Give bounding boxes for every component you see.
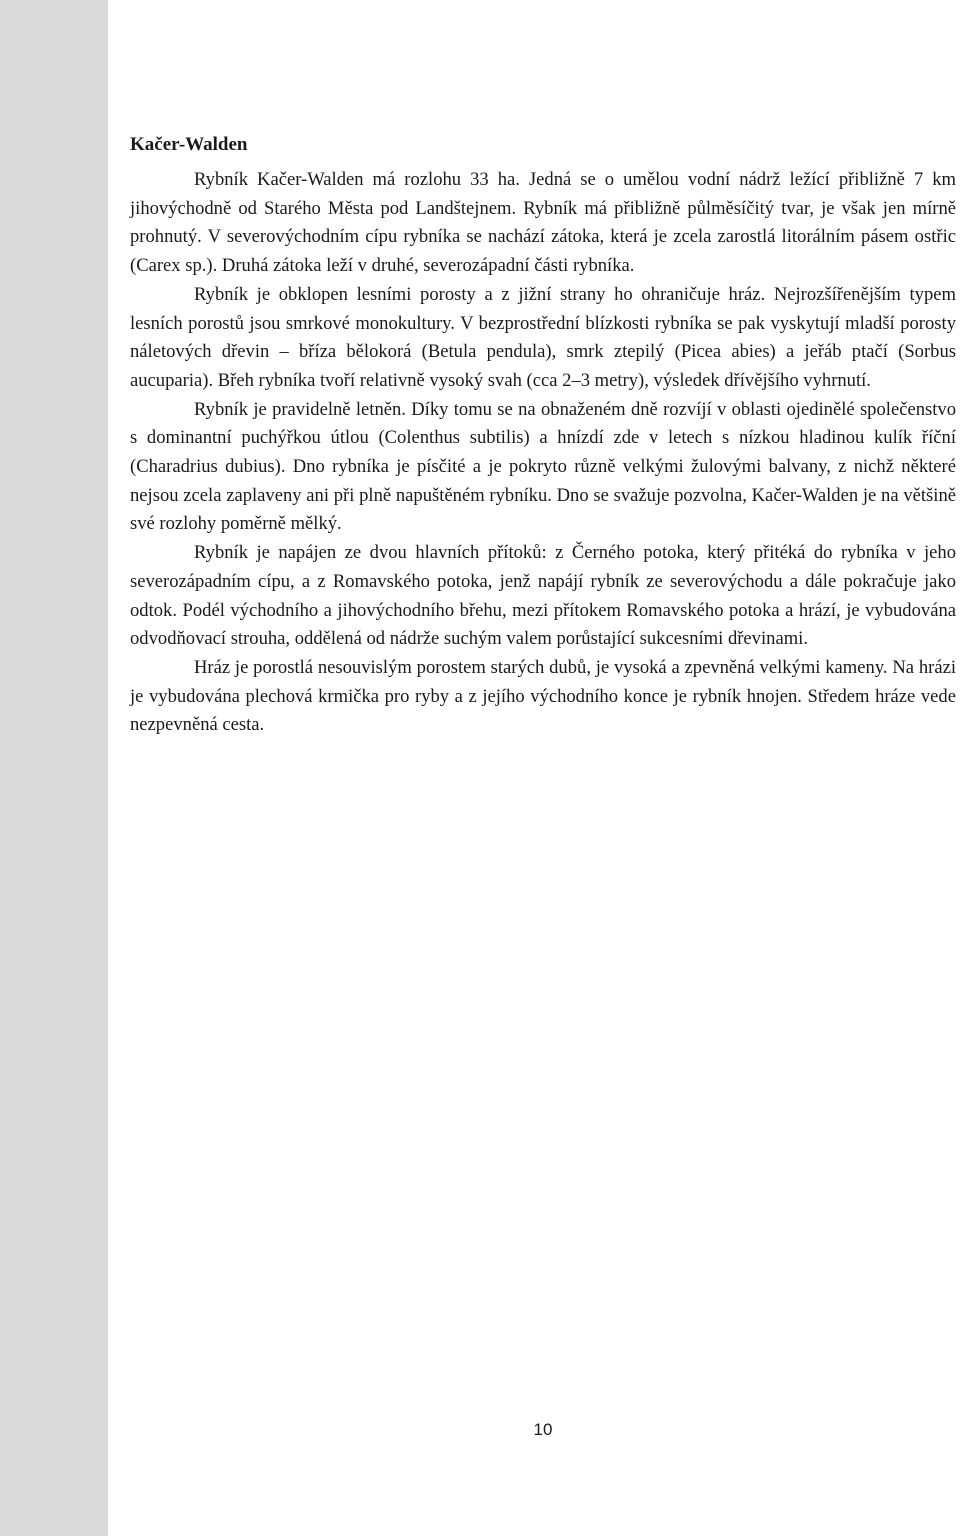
- paragraph-3: Rybník je pravidelně letněn. Díky tomu se na obnaženém dně rozvíjí v oblasti ojedinělé společenstvo s dominantní puchýřkou útlou (Colenthus subtilis) a hnízdí zde v letech s nízkou hladinou kulík říční (Charadrius dubius). Dno rybníka je písčité a je pokryto různě velkými žulovými balvany, z nichž některé nejsou zcela zaplaveny ani při plně napuštěném rybníku. Dno se svažuje pozvolna, Kačer-Walden je na většině své rozlohy poměrně mělký.: [130, 398, 956, 535]
- document-page: [130, 130, 956, 740]
- left-margin-strip: [0, 0, 108, 1536]
- section-heading: Kačer-Walden: [130, 134, 248, 155]
- paragraph-1: Rybník Kačer-Walden má rozlohu 33 ha. Jedná se o umělou vodní nádrž ležící přibližně 7 km jihovýchodně od Starého Města pod Landštejnem. Rybník má přibližně půlměsíčitý tvar, je však jen mírně prohnutý. V severovýchodním cípu rybníka se nachází zátoka, která je zcela zarostlá litorálním pásem ostřic (Carex sp.). Druhá zátoka leží v druhé, severozápadní části rybníka.: [130, 169, 956, 277]
- paragraph-5: Hráz je porostlá nesouvislým porostem starých dubů, je vysoká a zpevněná velkými kameny. Na hrázi je vybudována plechová krmička pro ryby a z jejího východního konce je rybník hnojen. Středem hráze vede nezpevněná cesta.: [130, 656, 956, 736]
- page-number: 10: [533, 1420, 553, 1439]
- paragraph-4: Rybník je napájen ze dvou hlavních přítoků: z Černého potoka, který přitéká do rybníka v jeho severozápadním cípu, a z Romavského potoka, jenž napájí rybník ze severovýchodu a dále pokračuje jako odtok. Podél východního a jihovýchodního břehu, mezi přítokem Romavského potoka a hrází, je vybudována odvodňovací strouha, oddělená od nádrže suchým valem porůstající sukcesními dřevinami.: [130, 542, 956, 650]
- paragraph-2: Rybník je obklopen lesními porosty a z jižní strany ho ohraničuje hráz. Nejrozšířenějším typem lesních porostů jsou smrkové monokultury. V bezprostřední blízkosti rybníka se pak vyskytují mladší porosty náletových dřevin – bříza bělokorá (Betula pendula), smrk ztepilý (Picea abies) a jeřáb ptačí (Sorbus aucuparia). Břeh rybníka tvoří relativně vysoký svah (cca 2–3 metry), výsledek dřívějšího vyhrnutí.: [130, 283, 956, 391]
